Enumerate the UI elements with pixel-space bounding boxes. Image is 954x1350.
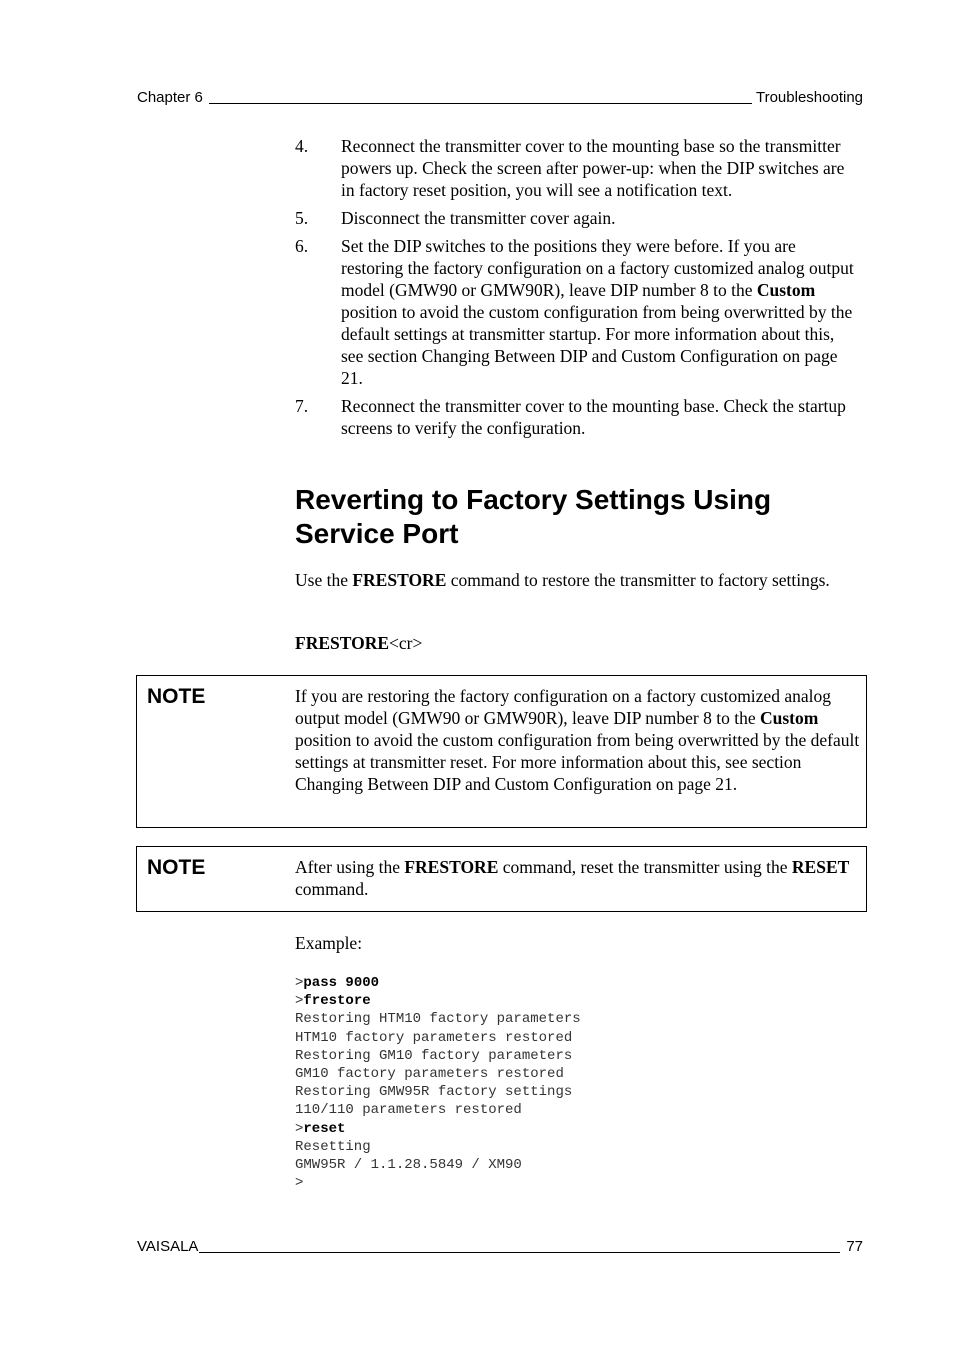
- command-syntax: [295, 632, 855, 654]
- code-line: [295, 1174, 581, 1192]
- prompt-symbol: >: [295, 1175, 304, 1192]
- note-bold-term: RESET: [791, 857, 850, 877]
- step-number: 7.: [295, 396, 309, 416]
- step-text: Reconnect the transmitter cover to the mounting base. Check the startup screens to verify the configuration.: [341, 396, 846, 438]
- page-header: [137, 89, 863, 107]
- list-item: [295, 235, 860, 389]
- code-line: GMW95R / 1.1.28.5849 / XM90: [295, 1157, 522, 1174]
- code-line: Restoring HTM10 factory parameters: [295, 1011, 581, 1028]
- intro-text: command to restore the transmitter to factory settings.: [446, 570, 830, 590]
- note-text: [295, 856, 861, 900]
- footer-rule: [199, 1252, 840, 1253]
- command-name: FRESTORE: [295, 633, 390, 653]
- note-text-part: After using the: [295, 857, 405, 877]
- note-bold-term: Custom: [759, 708, 819, 728]
- command-name: FRESTORE: [352, 570, 447, 590]
- intro-paragraph: [295, 569, 855, 591]
- code-line: GM10 factory parameters restored: [295, 1066, 564, 1083]
- code-line: Resetting: [295, 1138, 371, 1155]
- example-label: Example:: [295, 933, 363, 953]
- company-name: VAISALA: [137, 1238, 199, 1255]
- step-text: [341, 235, 860, 389]
- step-bold-term: Custom: [756, 280, 816, 300]
- page-number: 77: [846, 1238, 863, 1255]
- code-command: reset: [303, 1120, 346, 1137]
- step-text-part: position to avoid the custom configuration from being overwritted by the default settings at transmitter startup. For more information about this, see section Changing Between DIP and Custom Configuration on page 21.: [341, 302, 853, 388]
- note-text-part: If you are restoring the factory configuration on a factory customized analog output model (GMW90 or GMW90R), leave DIP number 8 to the: [295, 686, 831, 728]
- prompt-symbol: >: [295, 975, 304, 991]
- note-label: NOTE: [147, 685, 206, 708]
- step-number: 5.: [295, 208, 309, 228]
- note-text-part: command, reset the transmitter using the: [498, 857, 792, 877]
- code-line: Restoring GM10 factory parameters: [295, 1047, 573, 1064]
- step-text: Reconnect the transmitter cover to the mounting base so the transmitter powers up. Check the screen after power-up: when the DIP switches are in factory reset position, you will see a notification text.: [341, 136, 845, 200]
- prompt-symbol: >: [295, 1120, 304, 1137]
- chapter-label: Chapter 6: [137, 89, 203, 106]
- step-number: 6.: [295, 236, 309, 256]
- prompt-symbol: >: [295, 993, 304, 1010]
- code-line: 110/110 parameters restored: [295, 1102, 522, 1119]
- note-label: NOTE: [147, 856, 206, 879]
- step-number: 4.: [295, 136, 309, 156]
- section-title: Reverting to Factory Settings Using Service Port: [295, 484, 772, 549]
- chapter-title: Troubleshooting: [755, 89, 863, 106]
- list-item: [295, 395, 860, 439]
- code-line: [295, 974, 581, 992]
- step-text: Disconnect the transmitter cover again.: [341, 208, 616, 228]
- note-text-part: command.: [295, 879, 369, 899]
- note-box: [136, 846, 867, 912]
- note-bold-term: FRESTORE: [404, 857, 499, 877]
- step-list: [295, 135, 860, 445]
- code-example: [295, 974, 581, 1192]
- note-text: [295, 685, 861, 795]
- note-text-part: position to avoid the custom configuration from being overwritted by the default settings at transmitter reset. For more information about this, see section Changing Between DIP and Custom Configuration on page 21.: [295, 730, 860, 794]
- code-line: [295, 1120, 581, 1138]
- note-box: [136, 675, 867, 828]
- list-item: [295, 135, 860, 201]
- code-line: [295, 992, 581, 1010]
- header-rule: [209, 103, 752, 104]
- code-line: Restoring GMW95R factory settings: [295, 1084, 573, 1101]
- command-terminator: <cr>: [389, 633, 423, 653]
- intro-text: Use the: [295, 570, 353, 590]
- code-command: pass 9000: [303, 975, 380, 991]
- list-item: [295, 207, 860, 229]
- step-text-part: Set the DIP switches to the positions they were before. If you are restoring the factory configuration on a factory customized analog output model (GMW90 or GMW90R), leave DIP number 8 to the: [341, 236, 854, 300]
- code-line: HTM10 factory parameters restored: [295, 1029, 573, 1046]
- page-footer: [137, 1238, 863, 1256]
- code-command: frestore: [303, 993, 371, 1010]
